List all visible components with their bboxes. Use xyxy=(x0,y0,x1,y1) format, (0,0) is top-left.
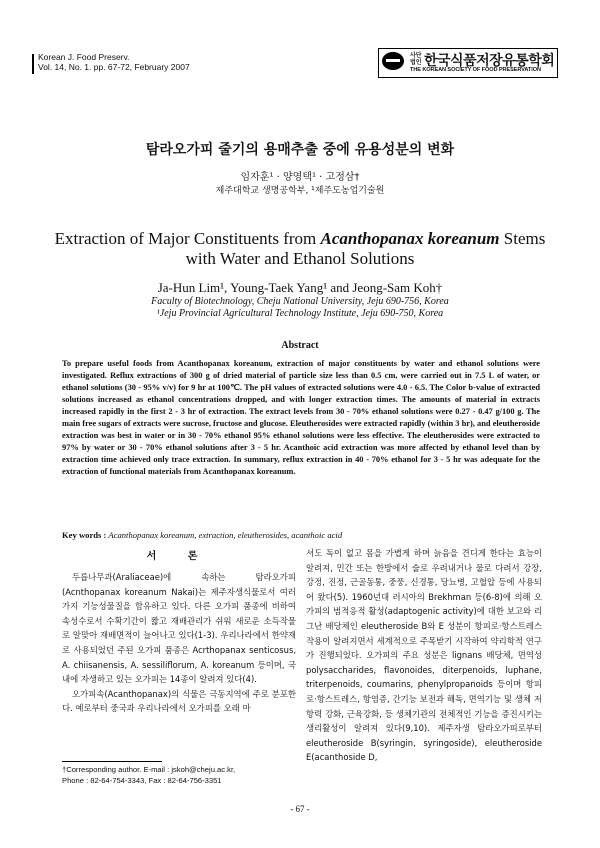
logo-english-name: THE KOREAN SOCIETY OF FOOD PRESERVATION xyxy=(410,67,541,73)
intro-paragraph-2: 오가피속(Acanthopanax)의 식물은 극동지역에 주로 분포한다. 예로부터 중국과 우리나라에서 오가피를 오래 마 xyxy=(62,688,296,714)
society-emblem-icon xyxy=(382,52,404,70)
english-authors: Ja-Hun Lim¹, Young-Taek Yang¹ and Jeong-Sam Koh† xyxy=(157,280,443,295)
right-column: 셔도 독이 없고 몸을 가볍게 하며 늙음을 견디게 한다는 효능이 알려져, 민간 또는 한방에서 술로 우려내거나 물로 다려서 강장, 강정, 진정, 근골동통, 중풍, 신경통, 당뇨병, 고혈압 등에 사용되어 왔다(5). 1960년대 러시아의 Brekhman 등(6-8)에 의해 오가피의 범적응적 활성(adaptogenic activity)에 대한 보고와 리그난 배당체인 eleutheroside B와 E 성분이 항피로·항스트레스 작용이 알려지면서 세계적으로 주목받기 시작하여 약리학적 연구가 진행되었다. 오가피의 주요 성분은 lignans 배당체, 면역성 polysaccharides, flavonoides, diterpenoids, luphane, triterpenoids, coumarins, phenylpropanoids 등이며 항피로·항스트레스, 항염증, 간기능 보전과 해독, 면역기능 및 생체 저항력 강화, 근육강화, 등 생체기관의 전체적인 기능을 증진시키는 생리활성이 알려져 있다(9,10). 제주자생 탐라오가피로부터 eleutheroside B(syringin, syringoside), eleutheroside E(acanthoside D, xyxy=(306,548,542,763)
keywords xyxy=(62,530,540,540)
korean-title: 탐라오가피 줄기의 용매추출 중에 유용성분의 변화 xyxy=(145,142,455,158)
abstract-text: To prepare useful foods from Acanthopanax koreanum, extraction of major constituents by water and ethanol solutions were investigated. Reflux extractions of 300 g of dried material of particle size less than 0.5 cm, were carried out in 7.5 L of water, or ethanol solutions (30 - 95% v/v) for 9 hr at 100℃. The pH values of extracted solutions were 4.0 - 6.5. The Color b-value of extracted solutions increased as ethanol concentrations dropped, and with longer extraction times. The amounts of material in extracts increased rapidly in the first 2 - 3 hr of extraction. The extract levels from 30 - 70% ethanol solutions were 0.27 - 0.47 g/100 g. The main free sugars of extracts were sucrose, fructose and glucose. Eleutherosides were extracted rapidly (within 3 hr), and eleutheroside extraction was best in water or in 30 - 70% ethanol 95% ethanol solutions were less effective. The eleutherosides were extracted to 97% by water or 30 - 70% ethanol solutions after 3 - 5 hr. Acanthoic acid extraction was more affected by ethanol level than by extraction time achieved only trace extraction. In summary, reflux extraction in 40 - 70% ethanol for 3 - 5 hr was adequate for the extraction of functional materials from Acanthopanax koreanum. xyxy=(62,359,540,476)
abstract-heading: Abstract xyxy=(281,340,319,351)
journal-volume: Vol. 14, No. 1. pp. 67-72, February 2007 xyxy=(38,62,190,72)
footnote-divider xyxy=(62,761,162,762)
korean-authors: 임자훈¹ · 양영택¹ · 고정삼† xyxy=(240,172,360,183)
corresponding-footnote: †Corresponding author. E-mail : jskoh@cheju.ac.kr, Phone : 82-64-754-3343, Fax : 82-64-756-3351 xyxy=(62,765,236,785)
journal-citation xyxy=(38,52,190,72)
korean-affiliation: 제주대학교 생명공학부, ¹제주도농업기술원 xyxy=(215,186,385,196)
left-column xyxy=(62,570,296,716)
species-name: Acanthopanax koreanum xyxy=(320,229,500,248)
logo-korean-name: 한국식품저장유통학회 xyxy=(424,53,555,69)
journal-bar xyxy=(32,54,34,74)
society-logo xyxy=(378,48,558,78)
page-number: - 67 - xyxy=(290,804,310,814)
english-affiliation: Faculty of Biotechnology, Cheju National University, Jeju 690-756, Korea ¹Jeju Provincial Agricultural Technology Institute, Jeju 690-750, Korea xyxy=(151,296,449,319)
keywords-list: Acanthopanax koreanum, extraction, eleutherosides, acanthoic acid xyxy=(106,530,343,540)
intro-heading: 서 론 xyxy=(146,551,212,562)
logo-small-text: 사단 법인 xyxy=(410,52,422,66)
journal-name: Korean J. Food Preserv. xyxy=(38,52,130,62)
english-title: Extraction of Major Constituents from Acanthopanax koreanum Stems with Water and Ethanol Solutions xyxy=(54,229,546,268)
keywords-label: Key words : xyxy=(62,530,107,540)
intro-paragraph-1: 두릅나무과(Araliaceae)에 속하는 탐라오가피(Acnthopanax koreanum Nakai)는 제주자생식물로서 여러 가지 기능성물질을 함유하고 있다. 다른 오가피 품종에 비하여 속성수로서 수확기간이 짧고 재배관리가 쉬워 새로운 소득작물로 알맞아 재배면적이 늘어나고 있다(1-3). 우리나라에서 한약재로 사용되었던 주된 오가피 품종은 Acrthopanax senticosus, A. chiisanensis, A. sessiliflorum, A. koreanum 등이며, 국내에 자생하고 있는 오가피는 14종이 알려져 있다(4). xyxy=(62,572,296,685)
